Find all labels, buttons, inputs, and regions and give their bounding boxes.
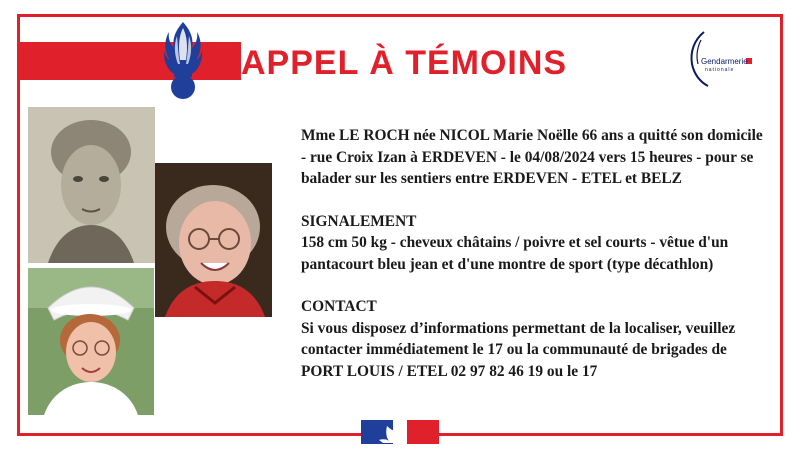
contact-heading: CONTACT <box>301 298 377 315</box>
missing-person-photo-smiling <box>155 163 272 317</box>
signalement-text: 158 cm 50 kg - cheveux châtains / poivre et sel courts - vêtue d'un pantacourt bleu jean et d'une montre de sport (type décathlon) <box>301 234 729 273</box>
gendarmerie-grenade-icon <box>160 20 206 100</box>
missing-person-photo-id <box>28 107 155 263</box>
contact-text: Si vous disposez d’informations permettant de la localiser, veuillez contacter immédiatement le 17 ou la communauté de brigades de PORT LOUIS / ETEL 02 97 82 46 19 ou le 17 <box>301 319 736 380</box>
page-title: APPEL À TÉMOINS <box>241 44 568 82</box>
header-red-band <box>17 42 241 80</box>
marianne-logo-icon <box>361 418 439 446</box>
gendarmerie-subtitle: nationale <box>705 67 735 73</box>
missing-person-photo-headdress <box>28 268 154 415</box>
gendarmerie-name: Gendarmerie <box>701 57 748 66</box>
signalement-heading: SIGNALEMENT <box>301 212 417 230</box>
notice-intro: Mme LE ROCH née NICOL Marie Noëlle 66 ans a quitté son domicile - rue Croix Izan à ERDEVEN - le 04/08/2024 vers 15 heures - pour se balader sur les sentiers entre ERDEVEN - ETEL et BELZ <box>301 127 763 187</box>
notice-text <box>301 125 771 382</box>
